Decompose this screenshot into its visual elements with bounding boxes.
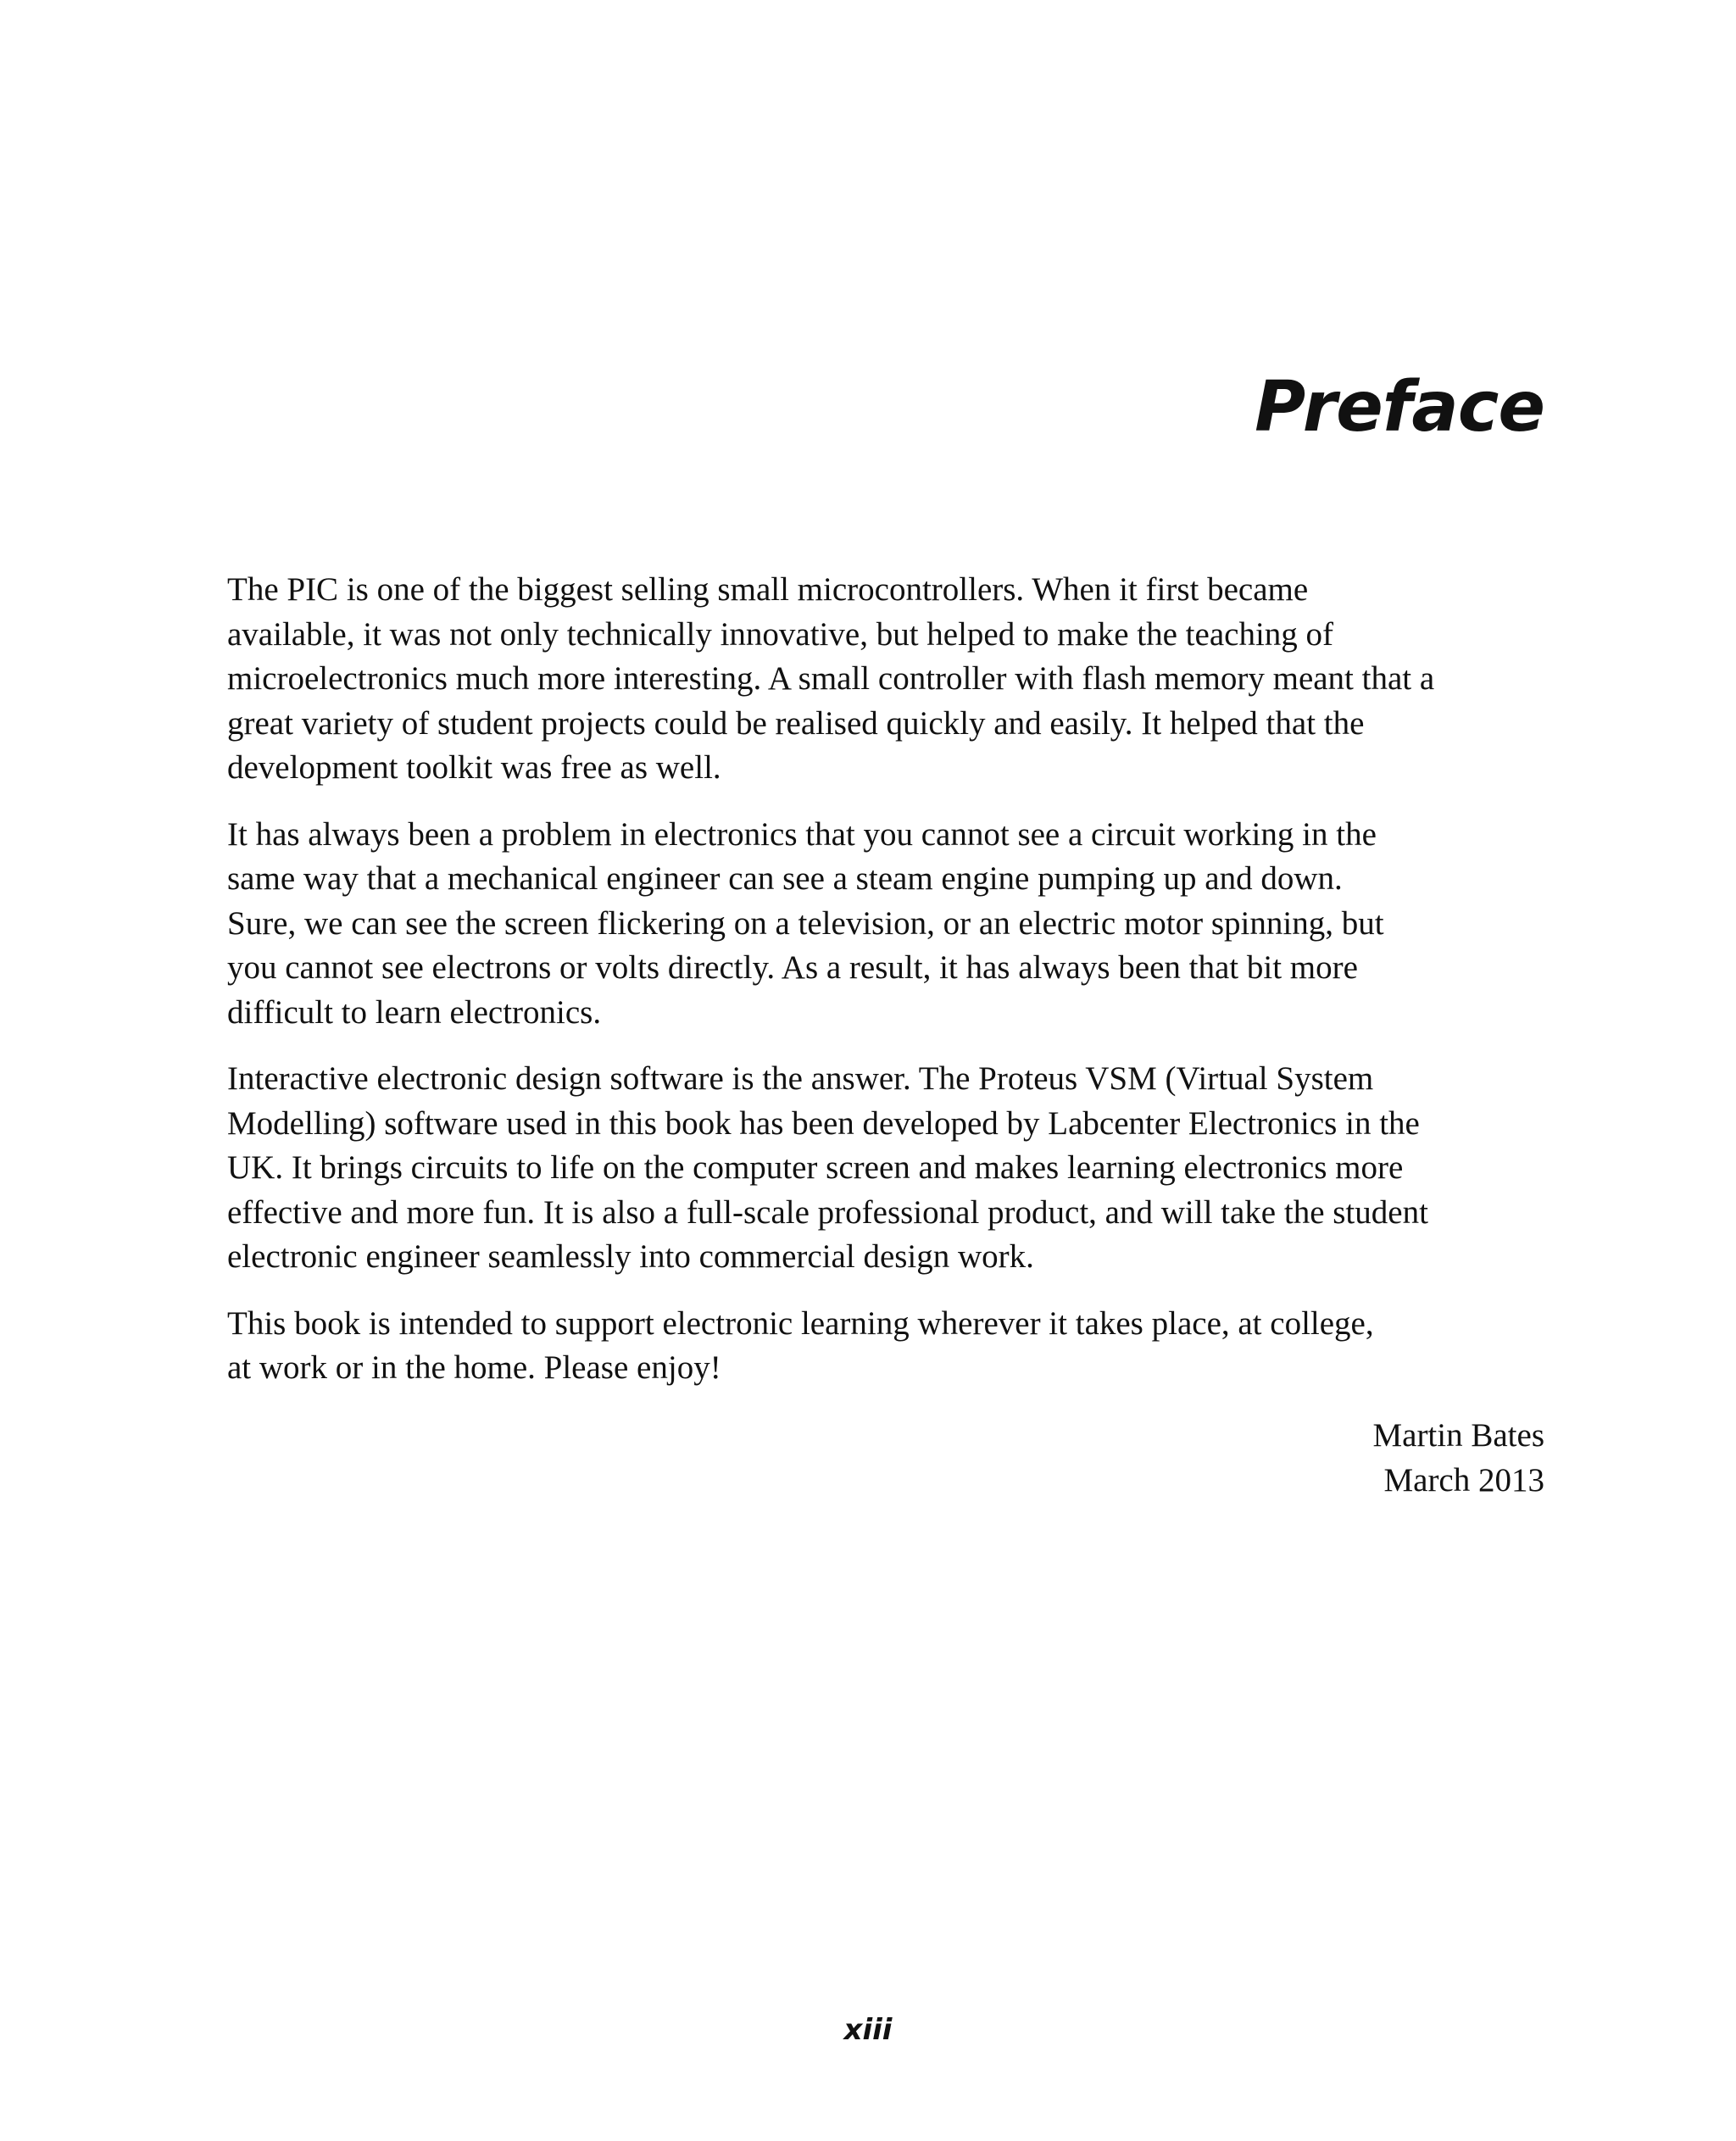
paragraph-line: electronic engineer seamlessly into commercial design work. bbox=[227, 1238, 1034, 1275]
author-name: Martin Bates bbox=[1372, 1417, 1544, 1454]
paragraph-line: UK. It brings circuits to life on the computer screen and makes learning electronics more bbox=[227, 1149, 1404, 1186]
signature-date: March 2013 bbox=[1383, 1461, 1544, 1499]
paragraph-4 bbox=[227, 1302, 1550, 1391]
signature-block bbox=[1372, 1414, 1544, 1503]
paragraph-line: same way that a mechanical engineer can see a steam engine pumping up and down. bbox=[227, 860, 1343, 897]
paragraph-line: available, it was not only technically innovative, but helped to make the teaching of bbox=[227, 615, 1334, 653]
page-title: Preface bbox=[1255, 367, 1544, 448]
paragraph-line: great variety of student projects could be realised quickly and easily. It helped that the bbox=[227, 704, 1365, 742]
paragraph-2 bbox=[227, 813, 1550, 1036]
paragraph-line: difficult to learn electronics. bbox=[227, 993, 602, 1031]
paragraph-line: It has always been a problem in electronics that you cannot see a circuit working in the bbox=[227, 815, 1377, 853]
preface-body bbox=[227, 568, 1550, 1413]
paragraph-3 bbox=[227, 1057, 1550, 1280]
page-number: xiii bbox=[843, 2013, 893, 2047]
paragraph-line: Modelling) software used in this book has been developed by Labcenter Electronics in the bbox=[227, 1104, 1420, 1142]
paragraph-line: development toolkit was free as well. bbox=[227, 749, 721, 786]
paragraph-line: effective and more fun. It is also a full-scale professional product, and will take the student bbox=[227, 1193, 1428, 1231]
paragraph-line: This book is intended to support electronic learning wherever it takes place, at college, bbox=[227, 1304, 1374, 1342]
paragraph-line: microelectronics much more interesting. A small controller with flash memory meant that a bbox=[227, 660, 1435, 697]
paragraph-line: Sure, we can see the screen flickering on a television, or an electric motor spinning, but bbox=[227, 904, 1384, 942]
paragraph-line: you cannot see electrons or volts directly. As a result, it has always been that bit more bbox=[227, 949, 1358, 986]
paragraph-line: at work or in the home. Please enjoy! bbox=[227, 1349, 721, 1386]
paragraph-line: The PIC is one of the biggest selling small microcontrollers. When it first became bbox=[227, 571, 1309, 608]
paragraph-line: Interactive electronic design software is the answer. The Proteus VSM (Virtual System bbox=[227, 1060, 1374, 1097]
paragraph-1 bbox=[227, 568, 1550, 791]
